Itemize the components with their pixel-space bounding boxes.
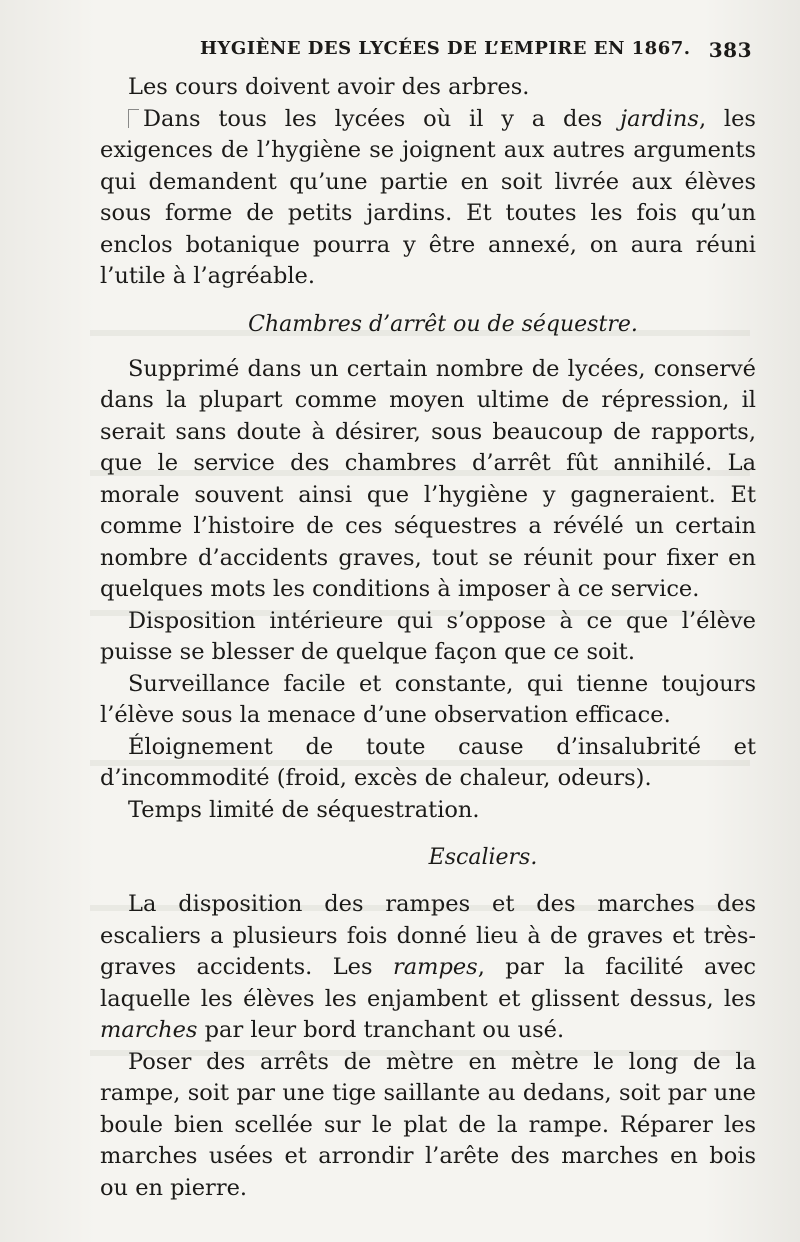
paragraph-eloignement: Éloignement de toute cause d’insalubrité et d’incommodité (froid, excès de chaleur, odeurs). — [100, 733, 756, 791]
paragraph-arrets: Poser des arrêts de mètre en mètre le long de la rampe, soit par une tige saillante au dedans, soit par une boule bien scellée sur le plat de la rampe. Réparer les marches usées et arrondir l’arête des marches en bois ou en pierre. — [100, 1048, 756, 1201]
paragraph-trees: Les cours doivent avoir des arbres. — [128, 74, 530, 100]
paragraph-temps: Temps limité de séquestration. — [128, 796, 480, 823]
section-heading-escaliers: Escaliers. — [428, 845, 538, 870]
emphasis-rampes: rampes — [392, 954, 478, 980]
paragraph-escaliers-text-c: par leur bord tranchant ou usé. — [197, 1017, 565, 1043]
paragraph-escaliers-text-b: , par la facilité avec laquelle les élèves les enjambent et glissent dessus, les — [100, 954, 757, 1012]
emphasis-marches: marches — [100, 1017, 198, 1043]
paragraph-chambres-intro: Supprimé dans un certain nombre de lycées, conservé dans la plupart comme moyen ultime de répression, il serait sans doute à désirer, sous beaucoup de rapports, que le service des chambres d’arrêt fût annihilé. La morale souvent ainsi que l’hygiène y gagneraient. Et comme l’histoire de ces séquestres a révélé un certain nombre d’accidents graves, tout se réunit pour fixer en quelques mots les conditions à imposer à ce service. — [100, 355, 756, 602]
running-title: HYGIÈNE DES LYCÉES DE L’EMPIRE EN 1867. — [200, 38, 691, 59]
paragraph-disposition: Disposition intérieure qui s’oppose à ce que l’élève puisse se blesser de quelque façon que ce soit. — [100, 607, 756, 665]
paragraph-gardens — [100, 104, 756, 293]
paragraph-gardens-text-b: , les exigences de l’hygiène se joignent aux autres arguments qui demandent qu’une partie en soit livrée aux élèves sous forme de petits jardins. Et toutes les fois qu’un enclos botanique pourra y être annexé, on aura réuni l’utile à l’agréable. — [100, 105, 756, 289]
paragraph-surveillance: Surveillance facile et constante, qui tienne toujours l’élève sous la menace d’une observation efficace. — [100, 670, 756, 728]
emphasis-jardins: jardins — [620, 105, 699, 132]
paragraph-gardens-text-a: Dans tous les lycées où il y a des — [143, 105, 621, 132]
paragraph-escaliers — [100, 889, 756, 1047]
running-header — [200, 38, 760, 68]
margin-mark-icon — [128, 109, 139, 128]
page-body — [100, 72, 756, 1204]
section-heading-chambres: Chambres d’arrêt ou de séquestre. — [248, 311, 638, 337]
page-number: 383 — [708, 38, 752, 62]
paragraph-escaliers-text-a: La disposition des rampes et des marches des escaliers a plusieurs fois donné lieu à de graves et très-graves accidents. Les — [100, 891, 756, 980]
